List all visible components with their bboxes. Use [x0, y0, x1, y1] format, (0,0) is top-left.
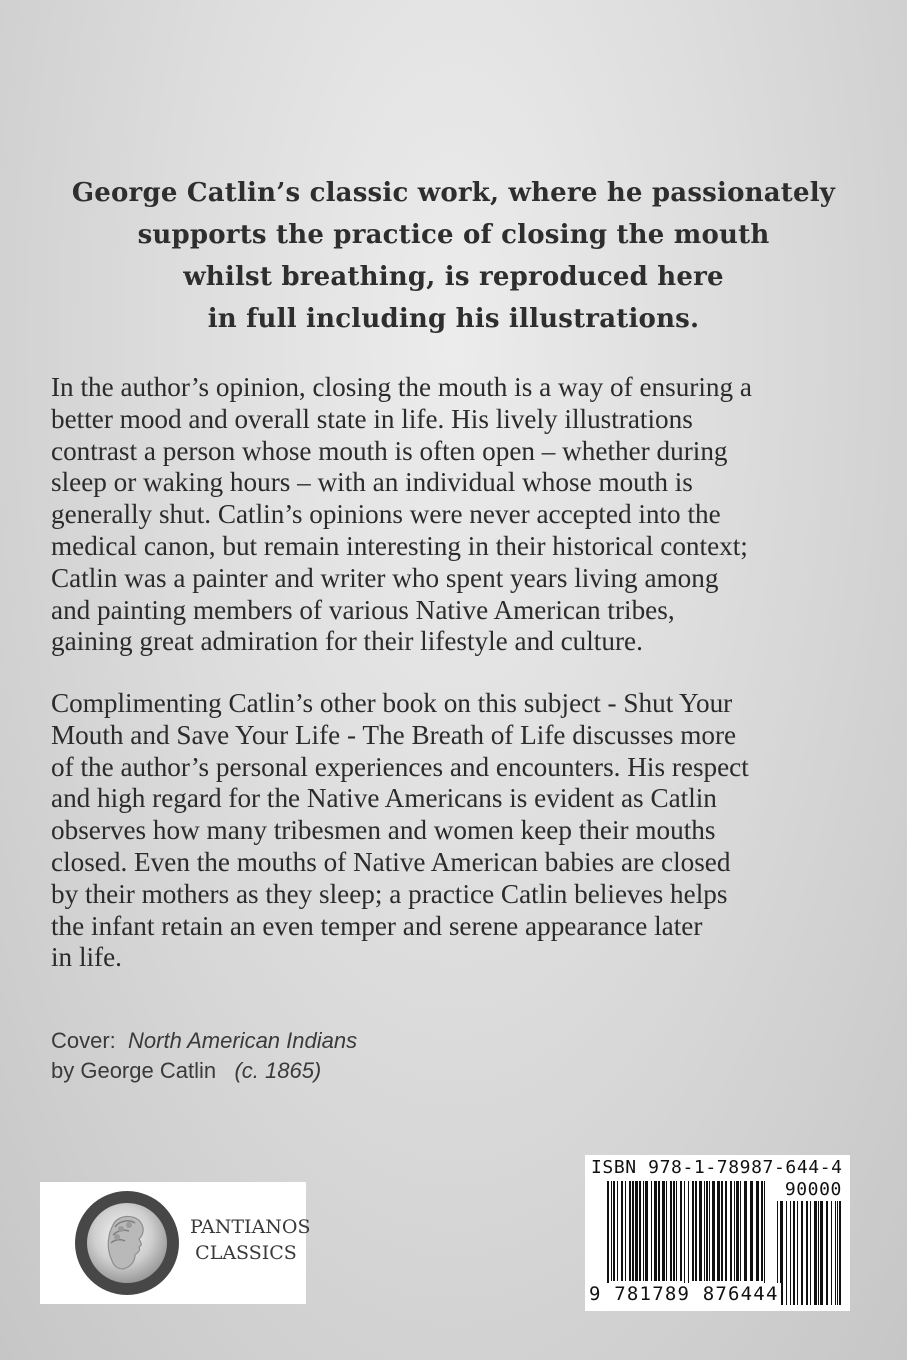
barcode-bar — [730, 1181, 732, 1281]
barcode-addon-bar — [831, 1201, 832, 1305]
credit-label: Cover: — [51, 1028, 129, 1053]
text-line: sleep or waking hours – with an individual whose mouth is — [51, 467, 693, 498]
barcode-bar — [680, 1181, 682, 1281]
barcode-bar — [750, 1181, 753, 1281]
text-line: the infant retain an even temper and serene appearance later — [51, 910, 703, 941]
cover-blurb — [40, 172, 867, 340]
barcode-bar — [676, 1181, 677, 1281]
isbn-number: ISBN 978-1-78987-644-4 — [591, 1157, 843, 1178]
barcode-bar — [635, 1181, 638, 1281]
coin-portrait-icon — [73, 1189, 181, 1297]
text-line: gaining great admiration for their lifestyle and culture. — [51, 626, 643, 657]
barcode-bar — [756, 1181, 759, 1281]
barcode-bar — [643, 1181, 644, 1281]
publisher-logo — [40, 1182, 311, 1304]
blurb-line: whilst breathing, is reproduced here — [183, 262, 724, 292]
text-line: better mood and overall state in life. His lively illustrations — [51, 403, 693, 434]
publisher-name — [190, 1214, 311, 1266]
barcode-bar — [611, 1181, 612, 1281]
barcode-addon-bar — [818, 1201, 819, 1305]
barcode-addon-bar — [835, 1201, 836, 1305]
barcode-bar — [761, 1181, 763, 1281]
text-line: medical canon, but remain interesting in their historical context; — [51, 530, 748, 561]
text-line: observes how many tribesmen and women keep their mouths — [51, 815, 716, 846]
description-paragraph-2 — [51, 688, 871, 974]
barcode-bar — [670, 1181, 672, 1281]
text-line: in life. — [51, 942, 122, 973]
barcode-bar — [717, 1181, 720, 1281]
barcode-bar — [651, 1181, 652, 1281]
barcode-addon-bar — [797, 1201, 798, 1305]
barcode-addon-bar — [786, 1201, 787, 1305]
publisher-name-line-1: PANTIANOS — [190, 1216, 311, 1238]
barcode-bar — [654, 1181, 657, 1281]
barcode-bar — [645, 1181, 648, 1281]
barcode-bar — [709, 1181, 710, 1281]
description-paragraph-1 — [51, 372, 871, 658]
barcode-bar — [740, 1181, 741, 1281]
text-line: Mouth and Save Your Life - The Breath of Life discusses more — [51, 719, 737, 750]
barcode-bar — [625, 1181, 626, 1281]
credit-line-1 — [51, 1026, 357, 1056]
barcode-bar — [734, 1181, 735, 1281]
barcode-bar — [725, 1181, 727, 1281]
barcode-bar — [629, 1181, 631, 1281]
barcode-bar — [617, 1181, 618, 1281]
text-line: Catlin was a painter and writer who spent years living among — [51, 562, 719, 593]
publisher-name-line-2: CLASSICS — [195, 1242, 297, 1264]
barcode-bar — [704, 1181, 705, 1281]
barcode-addon-bar — [790, 1201, 791, 1305]
painting-title: North American Indians — [128, 1028, 358, 1053]
credit-artist: by George Catlin — [51, 1058, 235, 1083]
barcode-bar — [692, 1181, 694, 1281]
barcode-bar — [721, 1181, 723, 1281]
blurb-line: supports the practice of closing the mouth — [137, 220, 770, 250]
painting-date: (c. 1865) — [234, 1058, 322, 1083]
blurb-line: George Catlin’s classic work, where he passionately — [71, 178, 836, 208]
barcode-bar — [662, 1181, 665, 1281]
text-line: and painting members of various Native American tribes, — [51, 594, 675, 625]
text-line: and high regard for the Native Americans is evident as Catlin — [51, 783, 717, 814]
barcode-bar — [706, 1181, 708, 1281]
barcode-addon-bar — [839, 1201, 841, 1305]
barcode-addon-bar — [820, 1201, 823, 1305]
text-line: by their mothers as they sleep; a practice Catlin believes helps — [51, 878, 728, 909]
text-line: In the author’s opinion, closing the mouth is a way of ensuring a — [51, 372, 752, 402]
isbn-barcode — [585, 1155, 850, 1311]
text-line: contrast a person whose mouth is often open – whether during — [51, 435, 728, 466]
barcode-bar — [744, 1181, 747, 1281]
barcode-bar — [695, 1181, 697, 1281]
barcode-bar — [673, 1181, 675, 1281]
barcode-addon-bar — [837, 1201, 838, 1305]
barcode-bar — [712, 1181, 715, 1281]
text-line: Complimenting Catlin’s other book on this subject - Shut Your — [51, 688, 733, 718]
barcode-addon-bar — [814, 1201, 817, 1305]
ean-digits: 9 781789 876444 — [589, 1283, 779, 1305]
cover-credit — [51, 1026, 357, 1086]
barcode-bar — [639, 1181, 641, 1281]
text-line: of the author’s personal experiences and encounters. His respect — [51, 751, 749, 782]
barcode-bar — [666, 1181, 667, 1281]
barcode-bar — [736, 1181, 739, 1281]
barcode-bar — [632, 1181, 634, 1281]
price-code: 90000 — [784, 1179, 842, 1200]
barcode-bar — [613, 1181, 615, 1281]
barcode-bar — [699, 1181, 702, 1281]
barcode-bar — [621, 1181, 623, 1281]
credit-line-2 — [51, 1056, 357, 1086]
blurb-line: in full including his illustrations. — [207, 304, 700, 334]
text-line: generally shut. Catlin’s opinions were never accepted into the — [51, 499, 721, 530]
text-line: closed. Even the mouths of Native American babies are closed — [51, 846, 731, 877]
barcode-addon-bar — [806, 1201, 808, 1305]
barcode-addon-bar — [810, 1201, 811, 1305]
barcode-addon-bar — [826, 1201, 828, 1305]
barcode-addon-bar — [801, 1201, 803, 1305]
barcode-bar — [658, 1181, 660, 1281]
barcode-addon-bar — [793, 1201, 795, 1305]
